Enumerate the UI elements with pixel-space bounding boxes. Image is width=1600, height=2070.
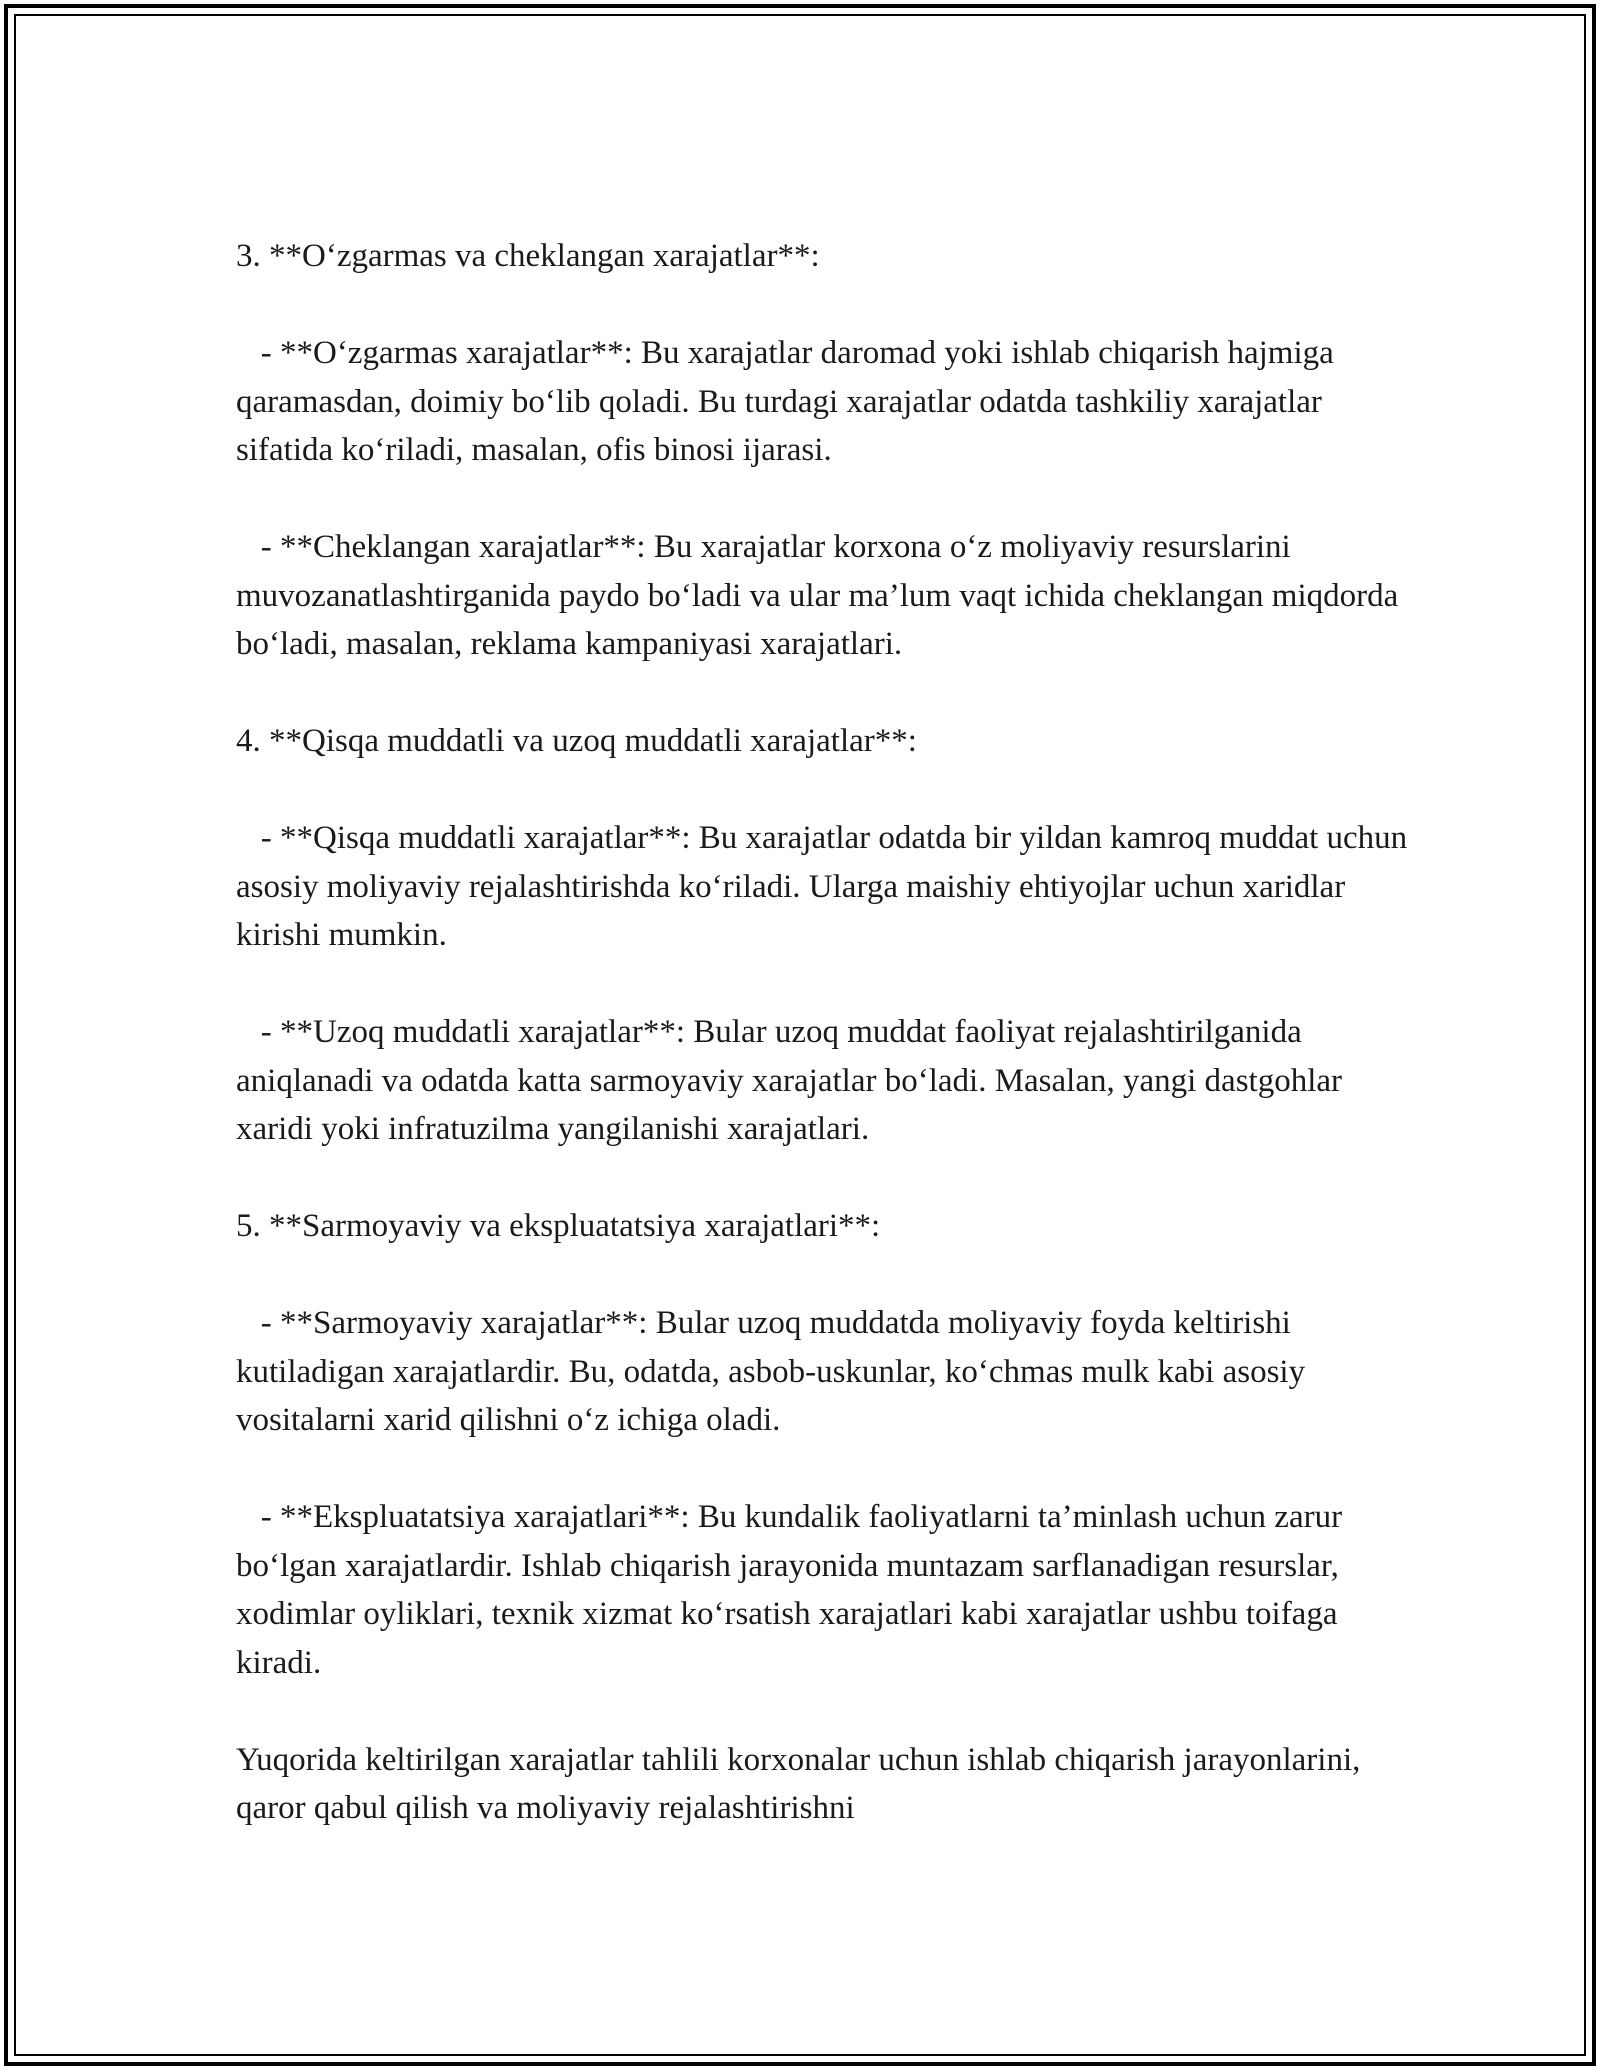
- closing-paragraph: Yuqorida keltirilgan xarajatlar tahlili korxonalar uchun ishlab chiqarish jarayonlarini, qaror qabul qilish va moliyaviy rejalashtirishni: [236, 1741, 1369, 1826]
- list-item-fixed-costs: - **O‘zgarmas xarajatlar**: Bu xarajatlar daromad yoki ishlab chiqarish hajmiga qaramasdan, doimiy bo‘lib qoladi. Bu turdagi xarajatlar odatda tashkiliy xarajatlar sifatida ko‘riladi, masalan, ofis binosi ijarasi.: [236, 335, 1343, 468]
- list-item-operating-costs: - **Ekspluatatsiya xarajatlari**: Bu kundalik faoliyatlarni ta’minlash uchun zarur bo‘lgan xarajatlardir. Ishlab chiqarish jarayonida muntazam sarflanadigan resurslar, xodimlar oyliklari, texnik xizmat ko‘rsatish xarajatlari kabi xarajatlar ushbu toifaga kiradi.: [236, 1499, 1351, 1681]
- list-item-capital-costs: - **Sarmoyaviy xarajatlar**: Bular uzoq muddatda moliyaviy foyda keltirishi kutiladigan xarajatlardir. Bu, odatda, asbob-uskunlar, ko‘chmas mulk kabi asosiy vositalarni xarid qilishni o‘z ichiga oladi.: [236, 1305, 1314, 1438]
- section-heading-3: 3. **O‘zgarmas va cheklangan xarajatlar**:: [236, 238, 820, 274]
- document-body: [236, 232, 1416, 1833]
- section-heading-5: 5. **Sarmoyaviy va ekspluatatsiya xarajatlari**:: [236, 1208, 881, 1244]
- list-item-short-term-costs: - **Qisqa muddatli xarajatlar**: Bu xarajatlar odatda bir yildan kamroq muddat uchun asosiy moliyaviy rejalashtirishda ko‘riladi. Ularga maishiy ehtiyojlar uchun xaridlar kirishi mumkin.: [236, 820, 1416, 953]
- section-heading-4: 4. **Qisqa muddatli va uzoq muddatli xarajatlar**:: [236, 723, 917, 759]
- list-item-limited-costs: - **Cheklangan xarajatlar**: Bu xarajatlar korxona o‘z moliyaviy resurslarini muvozanatlashtirganida paydo bo‘ladi va ular ma’lum vaqt ichida cheklangan miqdorda bo‘ladi, masalan, reklama kampaniyasi xarajatlari.: [236, 529, 1407, 662]
- list-item-long-term-costs: - **Uzoq muddatli xarajatlar**: Bular uzoq muddat faoliyat rejalashtirilganida aniqlanadi va odatda katta sarmoyaviy xarajatlar bo‘ladi. Masalan, yangi dastgohlar xaridi yoki infratuzilma yangilanishi xarajatlari.: [236, 1014, 1351, 1147]
